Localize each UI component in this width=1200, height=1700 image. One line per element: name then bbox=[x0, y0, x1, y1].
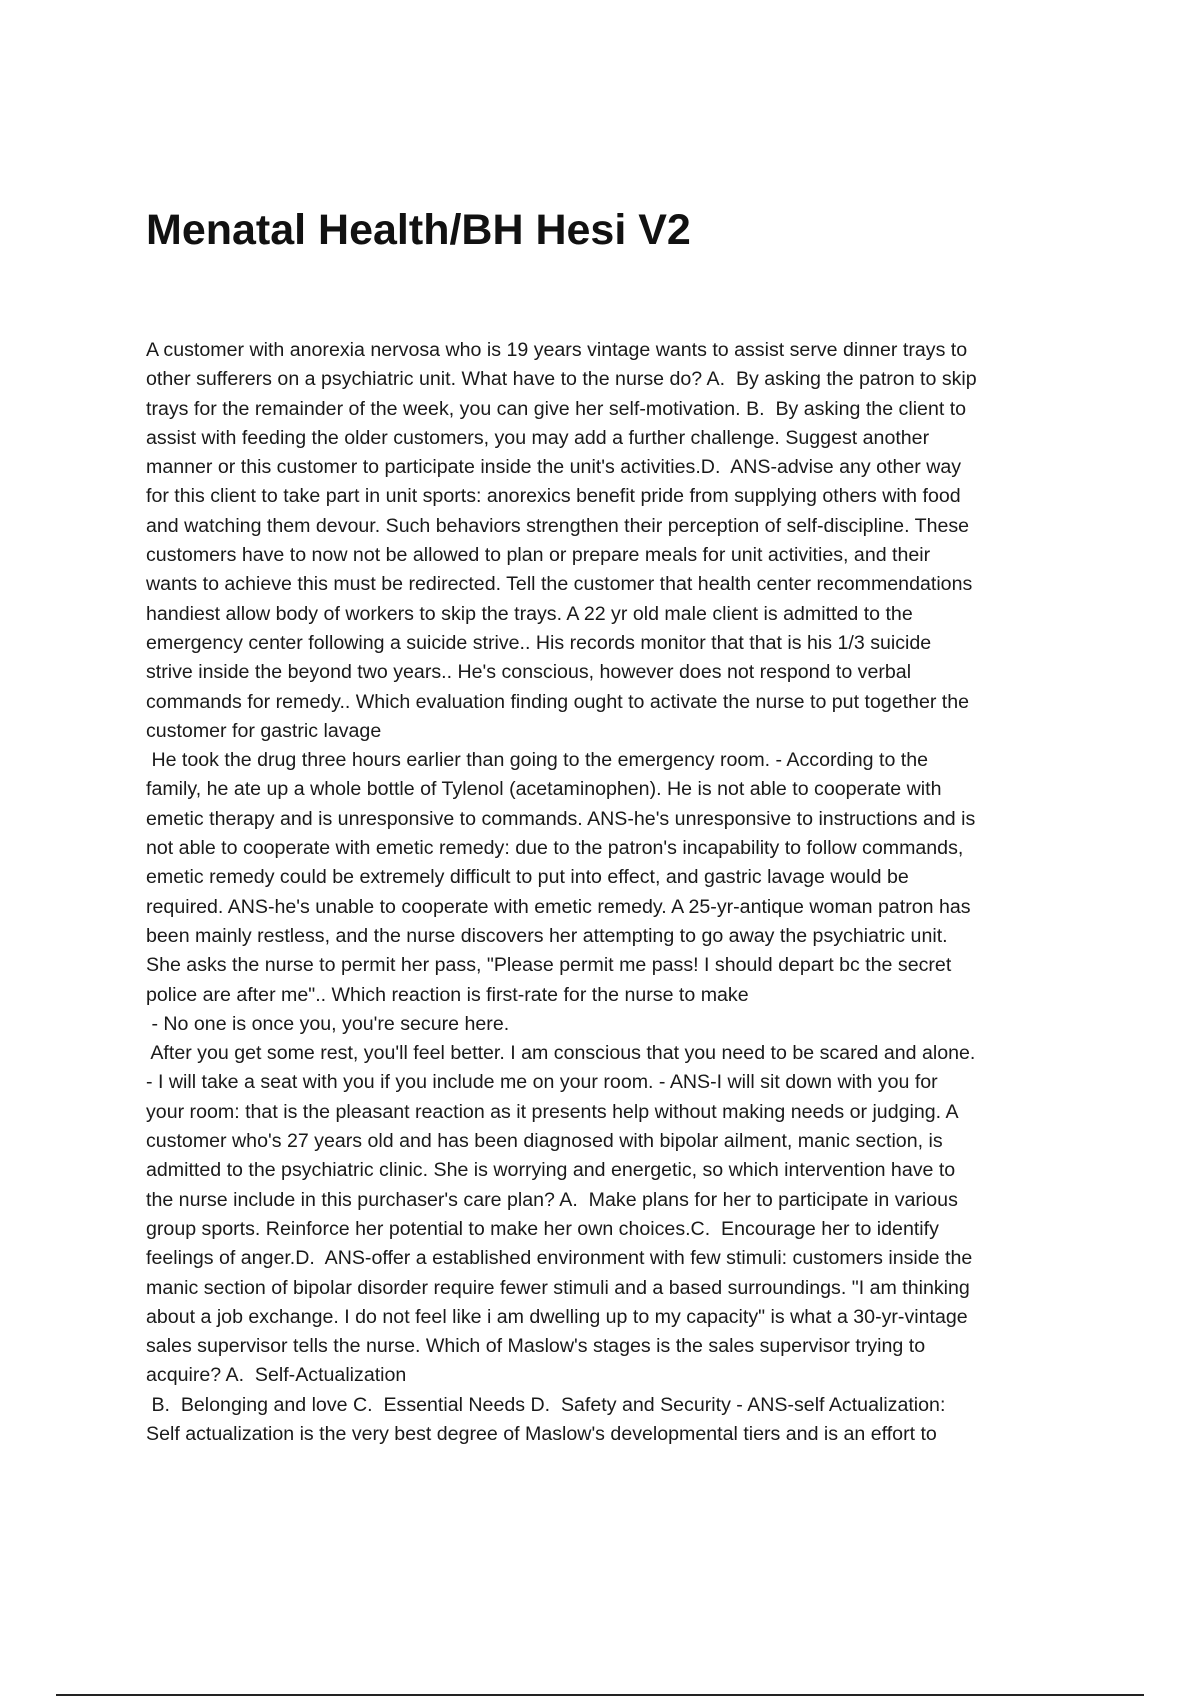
text-line: customer who's 27 years old and has been diagnosed with bipolar ailment, manic section, is bbox=[146, 1130, 943, 1153]
text-line: commands for remedy.. Which evaluation finding ought to activate the nurse to put together the bbox=[146, 690, 970, 713]
text-line: not able to cooperate with emetic remedy: due to the patron's incapability to follow commands, bbox=[146, 837, 964, 860]
text-line: After you get some rest, you'll feel better. I am conscious that you need to be scared and alone. bbox=[146, 1042, 976, 1065]
text-line: police are after me".. Which reaction is first-rate for the nurse to make bbox=[146, 983, 749, 1006]
text-line: emetic remedy could be extremely difficult to put into effect, and gastric lavage would be bbox=[146, 866, 909, 889]
text-line: customer for gastric lavage bbox=[146, 719, 382, 742]
document-title: Menatal Health/BH Hesi V2 bbox=[146, 206, 691, 254]
text-line: been mainly restless, and the nurse discovers her attempting to go away the psychiatric unit. bbox=[146, 924, 948, 947]
text-line: group sports. Reinforce her potential to make her own choices.C. Encourage her to identify bbox=[146, 1217, 939, 1240]
text-line: other sufferers on a psychiatric unit. What have to the nurse do? A. By asking the patron to skip bbox=[146, 368, 977, 391]
text-line: about a job exchange. I do not feel like i am dwelling up to my capacity" is what a 30-yr-vintage bbox=[146, 1305, 968, 1328]
text-line: required. ANS-he's unable to cooperate with emetic remedy. A 25-yr-antique woman patron has bbox=[146, 895, 971, 918]
text-line: wants to achieve this must be redirected. Tell the customer that health center recommendations bbox=[146, 573, 973, 596]
text-line: - I will take a seat with you if you include me on your room. - ANS-I will sit down with you for bbox=[146, 1071, 938, 1094]
text-line: family, he ate up a whole bottle of Tylenol (acetaminophen). He is not able to cooperate with bbox=[146, 778, 942, 801]
text-line: the nurse include in this purchaser's care plan? A. Make plans for her to participate in various bbox=[146, 1188, 958, 1211]
text-line: admitted to the psychiatric clinic. She is worrying and energetic, so which intervention have to bbox=[146, 1159, 956, 1182]
text-line: handiest allow body of workers to skip the trays. A 22 yr old male client is admitted to the bbox=[146, 602, 913, 625]
text-line: sales supervisor tells the nurse. Which of Maslow's stages is the sales supervisor trying to bbox=[146, 1335, 926, 1358]
text-line: trays for the remainder of the week, you can give her self-motivation. B. By asking the client to bbox=[146, 397, 967, 420]
text-line: emetic therapy and is unresponsive to commands. ANS-he's unresponsive to instructions and is bbox=[146, 807, 976, 830]
text-line: customers have to now not be allowed to plan or prepare meals for unit activities, and their bbox=[146, 544, 931, 567]
text-line: feelings of anger.D. ANS-offer a established environment with few stimuli: customers inside the bbox=[146, 1247, 973, 1270]
text-line: and watching them devour. Such behaviors strengthen their perception of self-discipline. These bbox=[146, 514, 970, 537]
text-line: manner or this customer to participate inside the unit's activities.D. ANS-advise any other way bbox=[146, 456, 962, 479]
text-line: for this client to take part in unit sports: anorexics benefit pride from supplying others with food bbox=[146, 485, 961, 508]
text-line: strive inside the beyond two years.. He's conscious, however does not respond to verbal bbox=[146, 661, 912, 684]
text-line: your room: that is the pleasant reaction as it presents help without making needs or judging. A bbox=[146, 1100, 959, 1123]
text-line: manic section of bipolar disorder require fewer stimuli and a based surroundings. "I am thinking bbox=[146, 1276, 970, 1299]
text-line: assist with feeding the older customers, you may add a further challenge. Suggest another bbox=[146, 426, 930, 449]
text-line: emergency center following a suicide strive.. His records monitor that that is his 1/3 suicide bbox=[146, 631, 932, 654]
text-line: He took the drug three hours earlier than going to the emergency room. - According to the bbox=[146, 749, 929, 772]
text-line: She asks the nurse to permit her pass, "Please permit me pass! I should depart bc the secret bbox=[146, 954, 952, 977]
page-bottom-rule bbox=[56, 1694, 1144, 1696]
text-line: A customer with anorexia nervosa who is 19 years vintage wants to assist serve dinner trays to bbox=[146, 339, 968, 361]
text-line: acquire? A. Self-Actualization bbox=[146, 1364, 407, 1387]
document-body bbox=[146, 336, 1094, 1449]
text-line: Self actualization is the very best degree of Maslow's developmental tiers and is an effort to bbox=[146, 1422, 937, 1445]
text-line: - No one is once you, you're secure here. bbox=[146, 1012, 510, 1035]
text-line: B. Belonging and love C. Essential Needs D. Safety and Security - ANS-self Actualization: bbox=[146, 1393, 946, 1416]
